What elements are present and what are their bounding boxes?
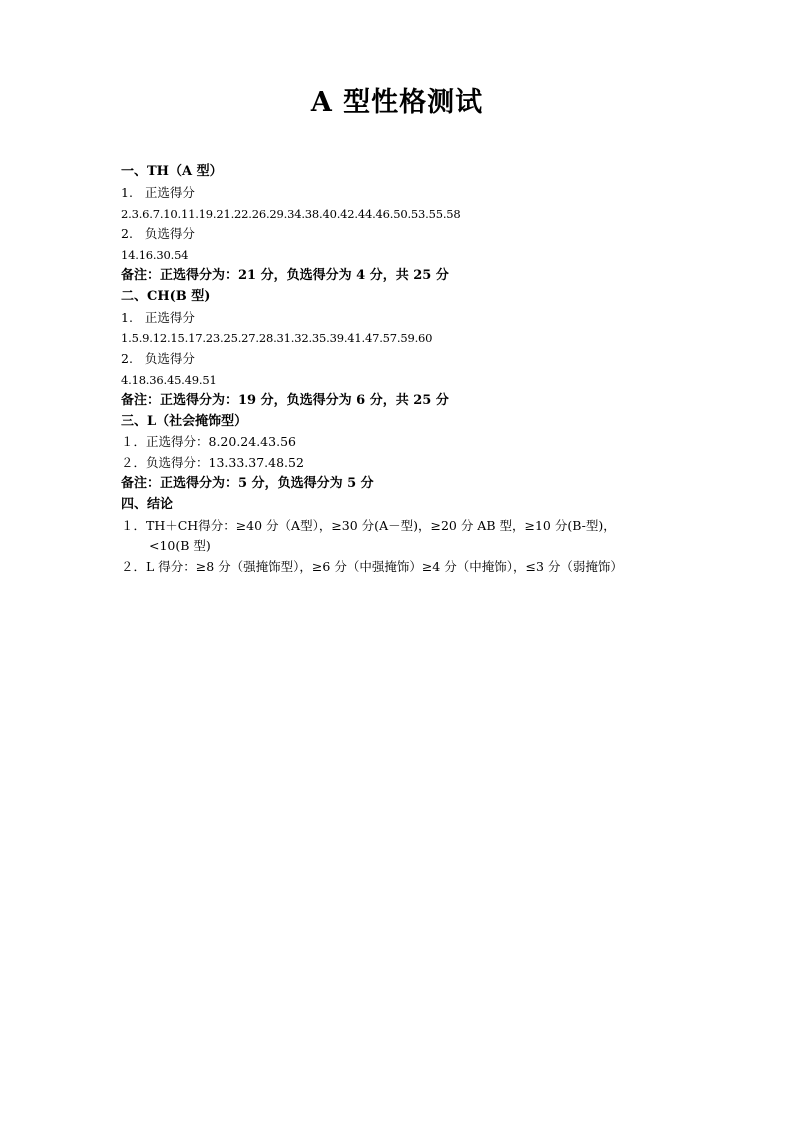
page-title: A 型性格测试 [310,87,484,118]
section-ch-negative-items: 4.18.36.45.49.51 [121,372,217,387]
section-ch-negative-label: 2. 负选得分 [121,351,195,367]
section-l-note: 备注：正选得分为：5 分，负选得分为 5 分 [121,475,374,491]
conclusion-item-1: １．TH＋CH得分：≥40 分（A型），≥30 分(A－型)，≥20 分 AB 型，≥10 分(B-型)， [121,517,616,533]
section-th-positive-label: 1. 正选得分 [121,184,195,200]
section-conclusion-heading: 四、结论 [121,496,174,512]
section-l-heading: 三、L（社会掩饰型） [121,413,248,429]
conclusion-item-2: ２．L 得分：≥8 分（强掩饰型），≥6 分（中强掩饰）≥4 分（中掩饰），≤3 分（弱掩饰） [121,559,623,575]
section-ch-heading: 二、CH(B 型) [121,288,211,304]
section-l-negative: ２．负选得分：13.33.37.48.52 [121,455,304,471]
section-th-positive-items: 2.3.6.7.10.11.19.21.22.26.29.34.38.40.42.44.46.50.53.55.58 [121,206,461,221]
section-th-heading: 一、TH（A 型） [121,164,223,179]
section-ch-note: 备注：正选得分为：19 分，负选得分为 6 分，共 25 分 [121,392,449,408]
section-l-positive: １．正选得分：8.20.24.43.56 [121,434,296,450]
document-body [121,162,681,578]
section-th-negative-label: 2. 负选得分 [121,226,195,242]
section-ch-positive-items: 1.5.9.12.15.17.23.25.27.28.31.32.35.39.41.47.57.59.60 [121,331,433,346]
conclusion-item-1-continued: <10(B 型) [149,538,211,554]
section-th-note: 备注：正选得分为：21 分，负选得分为 4 分，共 25 分 [121,267,449,283]
section-ch-positive-label: 1. 正选得分 [121,309,195,325]
section-th-negative-items: 14.16.30.54 [121,248,189,263]
